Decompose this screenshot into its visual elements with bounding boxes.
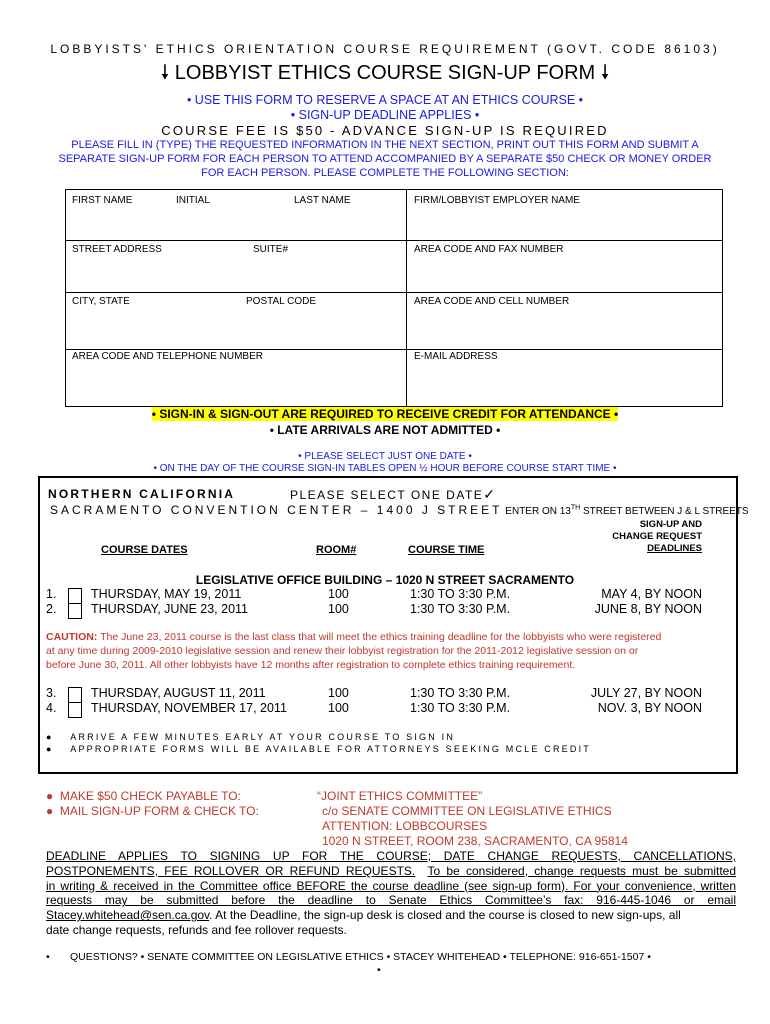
late-notice: • LATE ARRIVALS ARE NOT ADMITTED •: [269, 423, 501, 437]
fax-label: AREA CODE AND FAX NUMBER: [414, 244, 564, 255]
footer-bullet: •: [377, 964, 381, 976]
street-label: STREET ADDRESS: [72, 244, 162, 255]
payable-value: “JOINT ETHICS COMMITTEE”: [317, 789, 483, 803]
course-checkbox[interactable]: [68, 687, 82, 703]
time-column-header: COURSE TIME: [408, 544, 485, 556]
select-date-heading: PLEASE SELECT ONE DATE✓: [290, 486, 497, 502]
course-checkbox[interactable]: [68, 603, 82, 619]
employer-label: FIRM/LOBBYIST EMPLOYER NAME: [414, 195, 580, 206]
first-name-label: FIRST NAME: [72, 195, 133, 206]
telephone-label: AREA CODE AND TELEPHONE NUMBER: [72, 351, 263, 362]
title-text: LOBBYIST ETHICS COURSE SIGN-UP FORM: [174, 62, 596, 84]
initial-label: INITIAL: [176, 195, 210, 206]
building-heading: LEGISLATIVE OFFICE BUILDING – 1020 N STREET SACRAMENTO: [195, 573, 575, 587]
sign-in-notice: • SIGN-IN & SIGN-OUT ARE REQUIRED TO RECEIVE CREDIT FOR ATTENDANCE •: [151, 407, 619, 421]
instructions-line: FOR EACH PERSON. PLEASE COMPLETE THE FOLLOWING SECTION:: [201, 167, 569, 179]
deadline-paragraph: DEADLINE APPLIES TO SIGNING UP FOR THE COURSE; DATE CHANGE REQUESTS, CANCELLATIONS, POSTPONEMENTS, FEE ROLLOVER OR REFUND REQUESTS. To be considered, change requests must be submitted in writing & received in the Committee office BEFORE the course deadline (see sign-up form). For your convenience, written requests may be submitted before the deadline to Senate Ethics Committee’s fax: 916-445-1046 or email Stacey.whitehead@sen.ca.gov. At the Deadline, the sign-up desk is closed and the course is closed to new sign-ups, all date change requests, refunds and fee rollover requests.: [46, 849, 737, 937]
mail-label: ● MAIL SIGN-UP FORM & CHECK TO:: [46, 804, 259, 818]
instructions-line: SEPARATE SIGN-UP FORM FOR EACH PERSON TO ATTEND ACCOMPANIED BY A SEPARATE $50 CHECK OR MONEY ORDER: [58, 153, 712, 165]
last-name-label: LAST NAME: [294, 195, 351, 206]
email-link[interactable]: Stacey.whitehead@sen.ca.gov: [46, 908, 210, 923]
mcle-note: ● APPROPRIATE FORMS WILL BE AVAILABLE FOR ATTORNEYS SEEKING MCLE CREDIT: [46, 744, 591, 754]
mail-address-line: 1020 N STREET, ROOM 238, SACRAMENTO, CA 95814: [322, 834, 628, 848]
requirement-heading: LOBBYISTS' ETHICS ORIENTATION COURSE REQUIREMENT (GOVT. CODE 86103): [50, 42, 720, 56]
postal-label: POSTAL CODE: [246, 296, 317, 307]
room-column-header: ROOM#: [316, 544, 357, 556]
course-checkbox[interactable]: [68, 702, 82, 718]
city-label: CITY, STATE: [72, 296, 130, 307]
email-label: E-MAIL ADDRESS: [414, 351, 498, 362]
mail-address-line: ATTENTION: LOBBCOURSES: [322, 819, 488, 833]
deadline-notice: • SIGN-UP DEADLINE APPLIES •: [290, 108, 480, 122]
caution-note: CAUTION: The June 23, 2011 course is the last class that will meet the ethics training deadline for the lobbyists who were registered at any time during 2009-2010 legislative session and renew their lobbyist registration for the 2011-2012 legislative session on or before June 30, 2011. All other lobbyists have 12 months after registration to complete ethics training requirement.: [46, 631, 662, 671]
deadline-column-header: SIGN-UP AND CHANGE REQUEST DEADLINES: [612, 519, 702, 554]
checkmark-icon: ✓: [483, 486, 497, 502]
venue-line: SACRAMENTO CONVENTION CENTER – 1400 J STREET ENTER ON 13TH STREET BETWEEN J & L STREETS: [50, 503, 749, 517]
course-checkbox[interactable]: [68, 588, 82, 604]
mail-address-line: c/o SENATE COMMITTEE ON LEGISLATIVE ETHICS: [322, 804, 612, 818]
dates-column-header: COURSE DATES: [101, 544, 188, 556]
reserve-notice: • USE THIS FORM TO RESERVE A SPACE AT AN ETHICS COURSE •: [186, 93, 584, 107]
select-one-notice: • PLEASE SELECT JUST ONE DATE •: [298, 451, 472, 462]
footer-bullet: •: [46, 951, 50, 963]
payable-label: ● MAKE $50 CHECK PAYABLE TO:: [46, 789, 241, 803]
region-heading: NORTHERN CALIFORNIA: [48, 487, 236, 501]
questions-line: QUESTIONS? • SENATE COMMITTEE ON LEGISLATIVE ETHICS • STACEY WHITEHEAD • TELEPHONE: 916-651-1507 •: [70, 951, 651, 963]
suite-label: SUITE#: [253, 244, 289, 255]
tables-open-notice: • ON THE DAY OF THE COURSE SIGN-IN TABLES OPEN ½ HOUR BEFORE COURSE START TIME •: [153, 463, 617, 474]
arrow-down-icon: 🠗: [600, 62, 610, 84]
cell-label: AREA CODE AND CELL NUMBER: [414, 296, 570, 307]
form-title: [0, 58, 770, 92]
arrive-early-note: ● ARRIVE A FEW MINUTES EARLY AT YOUR COURSE TO SIGN IN: [46, 732, 456, 742]
instructions-line: PLEASE FILL IN (TYPE) THE REQUESTED INFORMATION IN THE NEXT SECTION, PRINT OUT THIS FORM AND SUBMIT A: [71, 139, 699, 151]
arrow-down-icon: 🠗: [160, 62, 170, 84]
course-fee: COURSE FEE IS $50 - ADVANCE SIGN-UP IS REQUIRED: [161, 123, 609, 138]
